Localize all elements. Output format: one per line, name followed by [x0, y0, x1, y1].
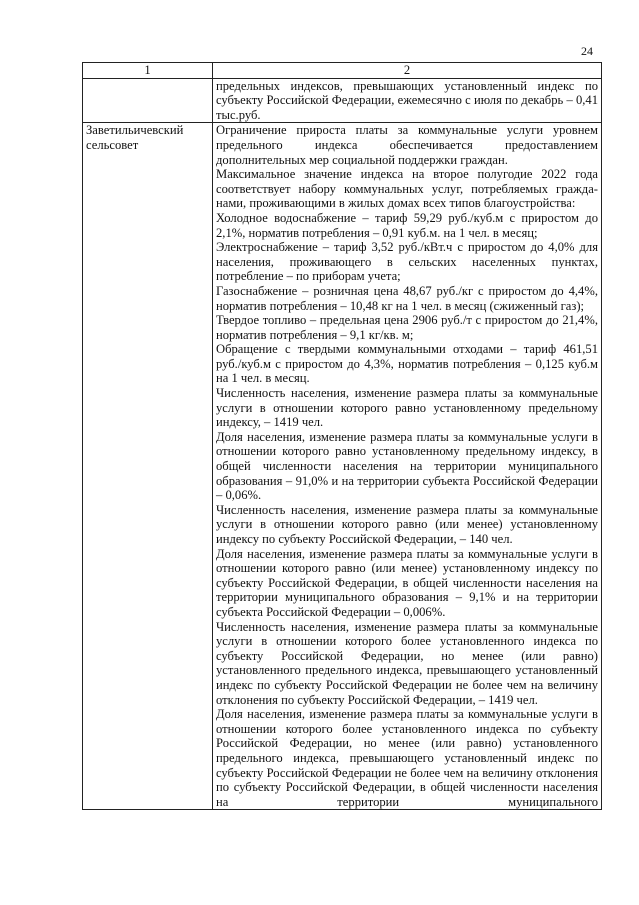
municipality-name: Заветильичевский сельсовет — [83, 123, 213, 810]
continuation-label-cell — [83, 78, 213, 123]
paragraph-population-above: Численность населения, изменение размера платы за коммунальные услуги в отношении которого более установленного индекса по субъекту Российской Федерации, но менее (или равно) установленного предельного индекса, превышающего установленный индекс по субъекту Российской Федерации не более чем на величину отклонения по субъекту Российской Федерации, – 1419 чел. — [216, 619, 598, 707]
paragraph-population-equal: Численность населения, изменение размера платы за коммунальные услуги в отношении которого равно установленному предельному индексу, – 1419 чел. — [216, 386, 598, 430]
paragraph-solid-fuel: Твердое топливо – предельная цена 2906 руб./т с приростом до 21,4%, норматив потребления – 9,1 кг/кв. м; — [216, 313, 598, 342]
paragraph-electricity: Электроснабжение – тариф 3,52 руб./кВт.ч с приростом до 4,0% для населения, проживающего в сельских населенных пунктах, потребление – по приборам учета; — [216, 240, 598, 284]
municipality-details — [213, 123, 602, 810]
paragraph-gas: Газоснабжение – розничная цена 48,67 руб./кг с приростом до 4,4%, норматив потребления – 10,48 кг на 1 чел. в месяц (сжиженный газ); — [216, 283, 598, 313]
paragraph-cold-water: Холодное водоснабжение – тариф 59,29 руб./куб.м с приростом до 2,1%, норматив потребления – 0,91 куб.м. на 1 чел. в месяц; — [216, 210, 598, 240]
paragraph-max-index: Максимальное значение индекса на второе полугодие 2022 года соответствует набору коммунальных услуг, потребляемых гражда-нами, проживающими в жилых домах всех типов благоустройства: — [216, 167, 598, 211]
paragraph-population-less: Численность населения, изменение размера платы за коммунальные услуги в отношении которого равно (или менее) установленному индексу по субъекту Российской Федерации, – 140 чел. — [216, 502, 598, 546]
paragraph-share-equal: Доля населения, изменение размера платы за коммунальные услуги в отношении которого равно установленному предельному индексу, в общей численности населения на территории муниципального образования – 91,0% и на территории субъекта Российской Федерации – 0,06%. — [216, 429, 598, 503]
continuation-row — [83, 78, 602, 123]
document-table — [82, 62, 602, 810]
paragraph-share-less: Доля населения, изменение размера платы за коммунальные услуги в отношении которого равно (или менее) установленному индексу по субъекту Российской Федерации, в общей численности населения на территории муниципального образования – 9,1% и на территории субъекта Российской Федерации – 0,006%. — [216, 546, 598, 619]
table-header-row — [83, 63, 602, 79]
continuation-text: предельных индексов, превышающих установленный индекс по субъекту Российской Федерации, ежемесячно с июля по декабрь – 0,41 тыс.руб. — [213, 78, 602, 123]
paragraph-limit-growth: Ограничение прироста платы за коммунальные услуги уровнем предельного индекса обеспечивается предоставлением дополнительных мер социальной поддержки граждан. — [216, 123, 598, 167]
column-header-1: 1 — [83, 63, 213, 79]
page-number: 24 — [581, 44, 593, 58]
municipality-row — [83, 123, 602, 810]
column-header-2: 2 — [213, 63, 602, 79]
paragraph-solid-waste: Обращение с твердыми коммунальными отходами – тариф 461,51 руб./куб.м с приростом до 4,3%, норматив потребления – 0,125 куб.м на 1 чел. в месяц. — [216, 342, 598, 386]
paragraph-share-above: Доля населения, изменение размера платы за коммунальные услуги в отношении которого более установленного индекса по субъекту Российской Федерации, но менее (или равно) установленного предельного индекса, превышающего установленный индекс по субъекту Российской Федерации не более чем на величину отклонения по субъекту Российской Федерации, в общей численности населения на территории муниципального — [216, 707, 598, 809]
